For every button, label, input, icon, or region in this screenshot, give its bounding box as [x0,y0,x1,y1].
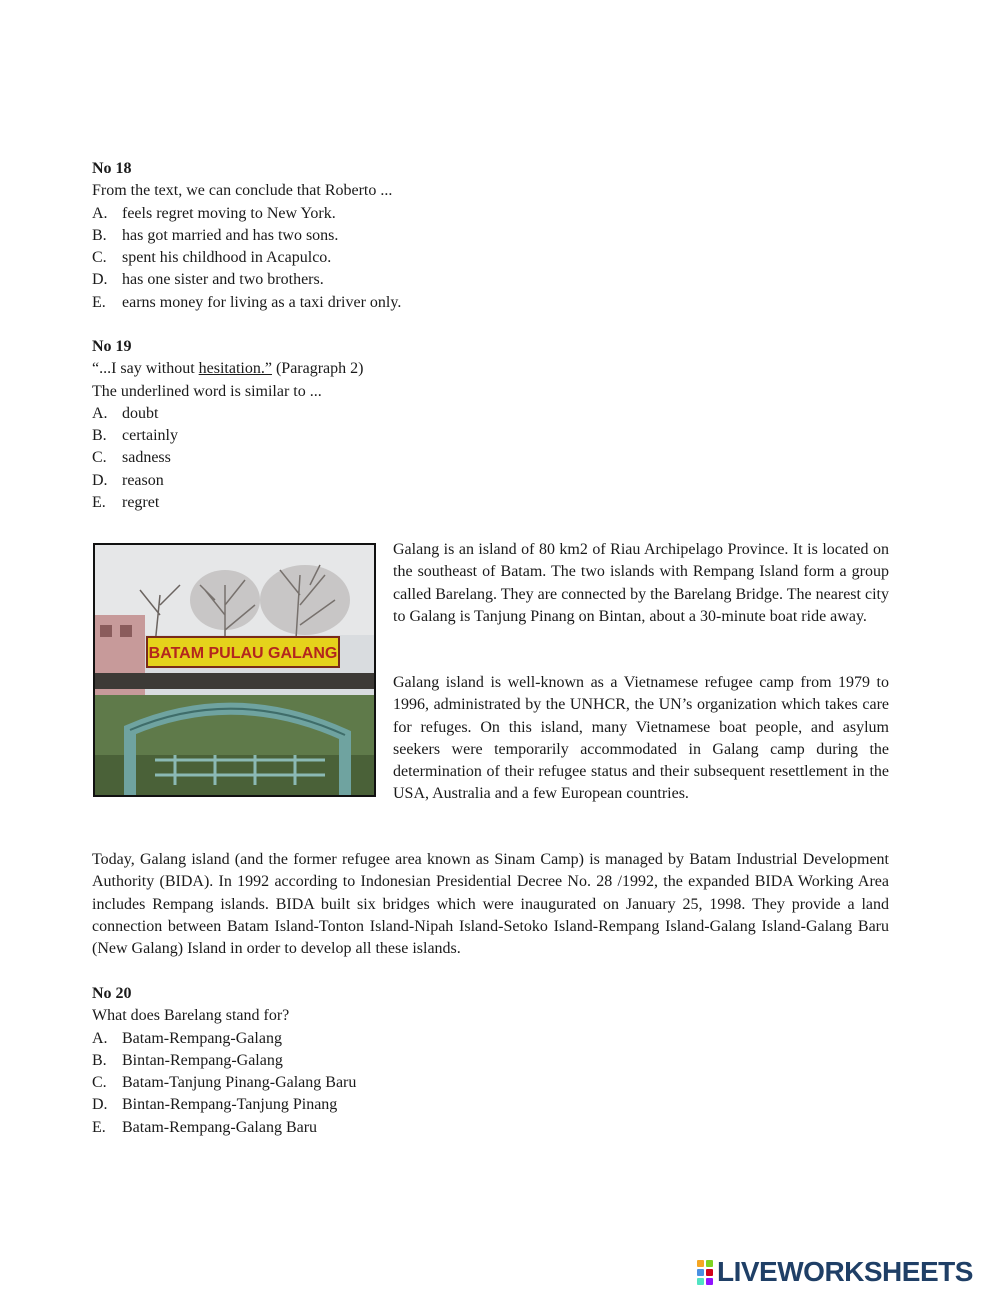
option-e[interactable]: E. regret [92,494,160,512]
option-c[interactable]: C. Batam-Tanjung Pinang-Galang Baru [92,1074,357,1092]
option-b[interactable]: B. certainly [92,427,178,445]
option-b[interactable]: B. Bintan-Rempang-Galang [92,1051,283,1069]
question-number: No 19 [92,338,132,355]
question-stem: From the text, we can conclude that Roberto ... [92,182,393,200]
underlined-word: hesitation.” [198,360,272,378]
option-d[interactable]: D. has one sister and two brothers. [92,271,324,289]
question-18 [92,158,401,314]
reading-paragraph-2: Galang island is well-known as a Vietnamese refugee camp from 1979 to 1996, administrated by the UNHCR, the UN’s organization which takes care for refuges. On this island, many Vietnamese boat people, and asylum seekers were temporarily accommodated in Galang camp during the determination of their refugee status and their subsequent resettlement in the USA, Australia and a few European countries. [393,674,889,803]
question-19 [92,336,363,514]
liveworksheets-logo-icon [697,1260,713,1285]
option-b[interactable]: B. has got married and has two sons. [92,226,339,244]
reading-paragraph-3: Today, Galang island (and the former refugee area known as Sinam Camp) is managed by Batam Industrial Development Authority (BIDA). In 1992 according to Indonesian Presidential Decree No. 28 /1992, the expanded BIDA Working Area includes Rempang islands. BIDA built six bridges which were inaugurated on January 25, 1998. They provide a land connection between Batam Island-Tonton Island-Nipah Island-Setoko Island-Rempang Island-Galang Island-Galang Baru (New Galang) Island in order to develop all these islands. [92,851,889,958]
quote-line: “...I say without hesitation.” (Paragraph 2) [92,360,364,378]
photo-sign-text: BATAM PULAU GALANG [148,645,338,662]
question-stem: The underlined word is similar to ... [92,382,322,400]
option-c[interactable]: C. sadness [92,449,171,467]
brand-name: LIVEWORKSHEETS [717,1256,973,1287]
option-c[interactable]: C. spent his childhood in Acapulco. [92,249,332,267]
reading-paragraph-1: Galang is an island of 80 km2 of Riau Archipelago Province. It is located on the southeast of Batam. The two islands with Rempang Island form a group called Barelang. They are connected by the Barelang Bridge. The nearest city to Galang is Tanjung Pinang on Bintan, about a 30-minute boat ride away. [393,541,889,625]
option-a[interactable]: A. Batam-Rempang-Galang [92,1029,282,1047]
option-d[interactable]: D. Bintan-Rempang-Tanjung Pinang [92,1096,338,1114]
question-number: No 18 [92,160,132,177]
question-stem: What does Barelang stand for? [92,1007,290,1025]
option-e[interactable]: E. earns money for living as a taxi driver only. [92,293,402,311]
option-d[interactable]: D. reason [92,471,164,489]
question-20 [92,983,356,1139]
galang-photo [93,543,376,797]
option-e[interactable]: E. Batam-Rempang-Galang Baru [92,1118,318,1136]
liveworksheets-logo[interactable] [697,1256,973,1288]
question-number: No 20 [92,985,132,1002]
option-a[interactable]: A. feels regret moving to New York. [92,204,336,222]
galang-gate-illustration [95,545,374,795]
option-a[interactable]: A. doubt [92,404,159,422]
